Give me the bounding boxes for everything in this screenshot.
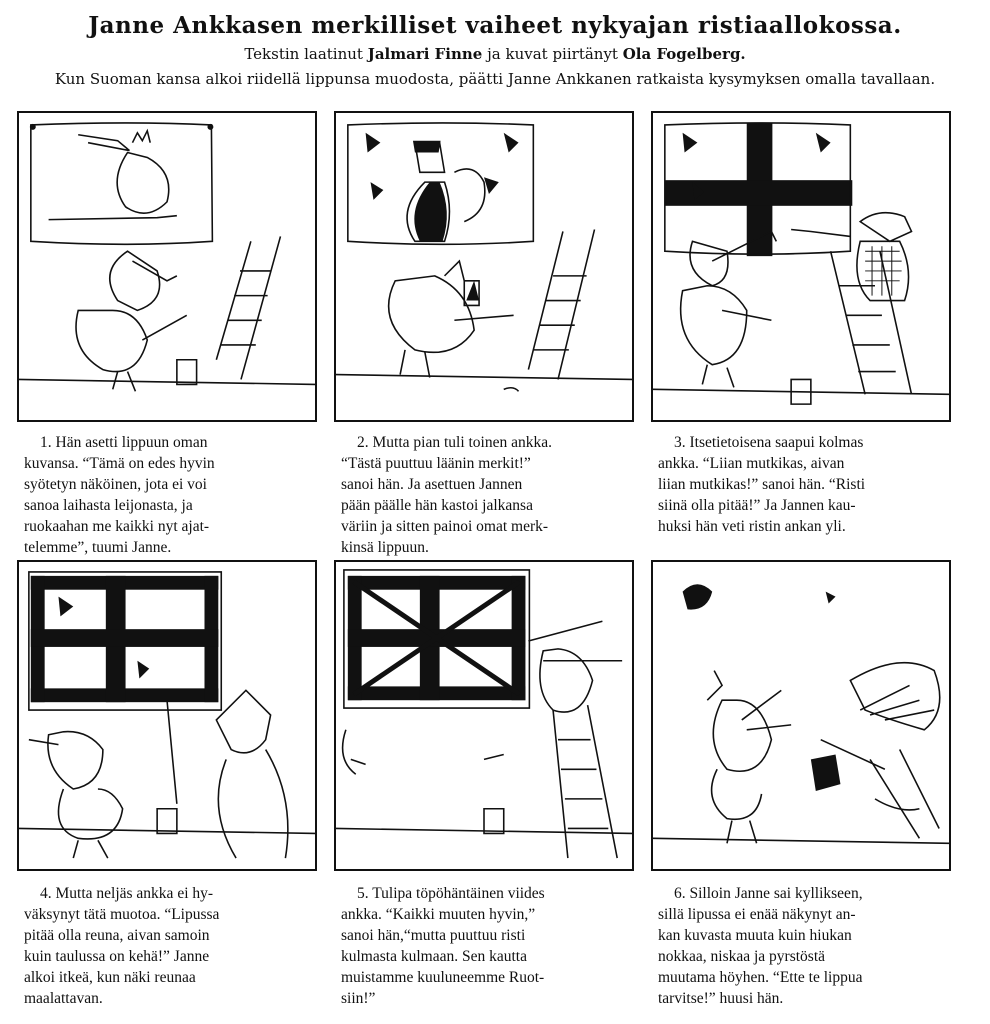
panel-1-caption xyxy=(24,432,314,558)
panel-5-caption-text: 5. Tulipa töpöhäntäinen viides ankka. “Kaikki muuten hyvin,” sanoi hän,“mutta puuttuu risti kulmasta kulmaan. Sen kautta muistamme kuuluneemme Ruot- siin!” xyxy=(341,885,545,1007)
panel-6-drawing xyxy=(653,562,949,869)
comic-panel-1 xyxy=(17,111,317,422)
comic-panel-6 xyxy=(651,560,951,871)
comic-panel-2 xyxy=(334,111,634,422)
credits-artist: Ola Fogelberg. xyxy=(622,45,746,63)
panel-2-caption xyxy=(341,432,631,558)
panel-5-caption xyxy=(341,883,631,1009)
comic-panel-3 xyxy=(651,111,951,422)
credits-mid: ja kuvat piirtänyt xyxy=(482,45,623,63)
comic-panel-4 xyxy=(17,560,317,871)
panel-6-caption-text: 6. Silloin Janne sai kyllikseen, sillä lipussa ei enää näkynyt an- kan kuvasta muuta kuin hiukan nokkaa, niskaa ja pyrstöstä muutama höyhen. “Ette te lippua tarvitse!” huusi hän. xyxy=(658,885,863,1007)
comic-panel-5 xyxy=(334,560,634,871)
panel-4-drawing xyxy=(19,562,315,869)
credits-author: Jalmari Finne xyxy=(367,45,483,63)
credits-line xyxy=(0,45,990,63)
panel-3-drawing xyxy=(653,113,949,420)
comic-title: Janne Ankkasen merkilliset vaiheet nykyajan ristiaallokossa. xyxy=(88,12,902,39)
panel-1-caption-text: 1. Hän asetti lippuun oman kuvansa. “Tämä on edes hyvin syötetyn näköinen, jota ei voi sanoa laihasta leijonasta, ja ruokaahan me kaikki nyt ajat- telemme”, tuumi Janne. xyxy=(24,434,215,556)
intro-text: Kun Suoman kansa alkoi riidellä lippunsa muodosta, päätti Janne Ankkanen ratkaista kysymyksen omalla tavallaan. xyxy=(54,70,936,88)
panel-5-drawing xyxy=(336,562,632,869)
panel-6-caption xyxy=(658,883,948,1009)
credits-pre: Tekstin laatinut xyxy=(244,45,368,63)
panel-3-caption-text: 3. Itsetietoisena saapui kolmas ankka. “Liian mutkikas, aivan liian mutkikas!” sanoi hän. “Risti siinä olla pitää!” Ja Jannen kau- huksi hän veti ristin ankan yli. xyxy=(658,434,866,535)
panel-4-caption xyxy=(24,883,314,1009)
panel-3-caption xyxy=(658,432,948,537)
panel-2-drawing xyxy=(336,113,632,420)
panel-2-caption-text: 2. Mutta pian tuli toinen ankka. “Tästä puuttuu läänin merkit!” sanoi hän. Ja asettuen Jannen pään päälle hän kastoi jalkansa väriin ja sitten painoi omat merk- kinsä lippuun. xyxy=(341,434,553,556)
panel-4-caption-text: 4. Mutta neljäs ankka ei hy- väksynyt tätä muotoa. “Lipussa pitää olla reuna, aivan samoin kuin taulussa on kehä!” Janne alkoi itkeä, kun näki reunaa maalattavan. xyxy=(24,885,220,1007)
panel-1-drawing xyxy=(19,113,315,420)
